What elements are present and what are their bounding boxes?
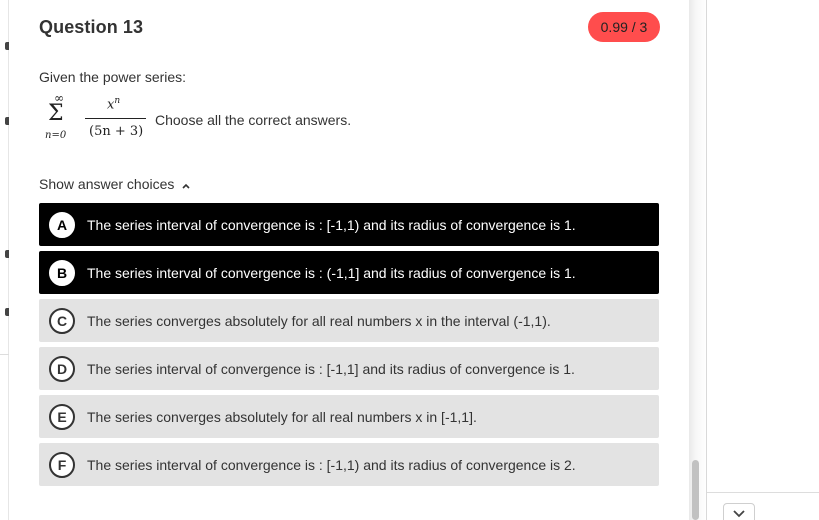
panel-shadow	[689, 0, 707, 520]
right-sidebar	[707, 0, 819, 520]
left-panel-edge	[0, 0, 9, 520]
numerator-base: x	[107, 97, 115, 113]
show-answer-choices-toggle[interactable]	[39, 176, 190, 192]
chevron-up-icon	[182, 176, 190, 192]
toggle-label: Show answer choices	[39, 176, 175, 192]
answer-option-d[interactable]	[39, 347, 659, 390]
option-text: The series converges absolutely for all real numbers x in [-1,1].	[87, 408, 477, 425]
option-text: The series interval of convergence is : [-1,1) and its radius of convergence is 2.	[87, 456, 576, 473]
option-letter-badge: C	[49, 308, 75, 334]
answer-option-c[interactable]	[39, 299, 659, 342]
formula-denominator: (5n + 3)	[89, 124, 144, 139]
option-letter-badge: B	[49, 260, 75, 286]
formula-numerator	[107, 96, 120, 112]
chevron-down-icon	[733, 504, 745, 520]
sum-upper-limit: ∞	[54, 91, 64, 105]
answer-option-a[interactable]	[39, 203, 659, 246]
answer-choices-list	[39, 203, 659, 491]
question-panel	[9, 0, 689, 520]
instruction-text: Choose all the correct answers.	[155, 112, 352, 128]
option-letter-badge: D	[49, 356, 75, 382]
scrollbar-thumb[interactable]	[692, 460, 699, 520]
answer-option-b[interactable]	[39, 251, 659, 294]
edge-divider	[0, 354, 9, 355]
option-letter-badge: A	[49, 212, 75, 238]
option-text: The series interval of convergence is : [-1,1] and its radius of convergence is 1.	[87, 360, 575, 377]
sidebar-divider	[707, 492, 819, 493]
question-prompt: Given the power series:	[39, 69, 187, 85]
fraction-bar	[85, 118, 146, 119]
option-text: The series interval of convergence is : (-1,1] and its radius of convergence is 1.	[87, 264, 576, 281]
question-title: Question 13	[39, 17, 144, 37]
option-text: The series converges absolutely for all real numbers x in the interval (-1,1).	[87, 312, 551, 329]
numerator-exponent: n	[114, 96, 121, 106]
sum-lower-limit: n=0	[45, 130, 67, 141]
power-series-formula	[45, 93, 155, 143]
next-nav-button[interactable]	[723, 503, 755, 520]
option-letter-badge: E	[49, 404, 75, 430]
answer-option-e[interactable]	[39, 395, 659, 438]
sigma-symbol: Σ	[48, 101, 64, 126]
option-letter-badge: F	[49, 452, 75, 478]
option-text: The series interval of convergence is : [-1,1) and its radius of convergence is 1.	[87, 216, 576, 233]
answer-option-f[interactable]	[39, 443, 659, 486]
score-badge: 0.99 / 3	[588, 12, 660, 42]
